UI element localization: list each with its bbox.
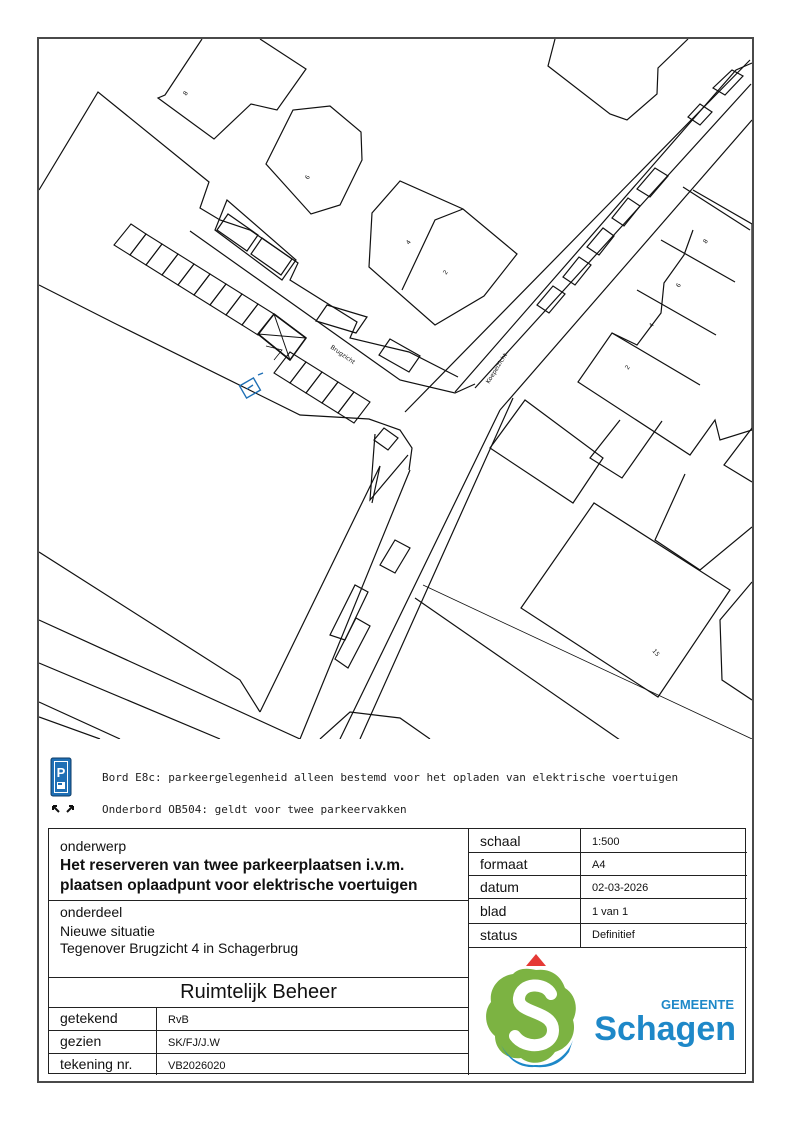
house-number: 15 — [650, 647, 661, 659]
row-label-getekend: getekend — [60, 1010, 118, 1026]
house-number: 6 — [674, 281, 683, 290]
buildings-right-row — [578, 190, 752, 455]
row-label-gezien: gezien — [60, 1033, 102, 1049]
two-arrows-subsign-icon — [50, 803, 76, 815]
onderdeel-line-2: Tegenover Brugzicht 4 in Schagerbrug — [60, 940, 299, 956]
house-number: 8 — [701, 237, 710, 246]
legend-sign-main — [50, 757, 679, 797]
row-value-gezien: SK/FJ/J.W — [168, 1037, 220, 1049]
logo-line-2: Schagen — [594, 1010, 736, 1048]
house-number: 2 — [441, 268, 450, 277]
logo-line-1: GEMEENTE — [661, 997, 734, 1012]
meta-value-datum: 02-03-2026 — [592, 882, 649, 894]
legend-text-main: Bord E8c: parkeergelegenheid alleen bestemd voor het opladen van elektrische voertuigen — [102, 770, 679, 784]
street-label-koepelzicht: Koepelzicht — [484, 352, 509, 386]
parking-bays-brugzicht — [114, 224, 370, 423]
meta-value-blad: 1 van 1 — [592, 906, 629, 918]
onderwerp-line-1: Het reserveren van twee parkeerplaatsen i.v.m. — [60, 857, 405, 874]
building-mid — [490, 400, 603, 503]
street-brugzicht-edge — [190, 231, 475, 393]
reserved-ev-bays — [258, 314, 306, 360]
ev-parking-sign-icon — [50, 757, 72, 797]
schagen-logo-emblem-icon — [469, 948, 746, 1074]
onderwerp-line-2: plaatsen oplaadpunt voor elektrische voertuigen — [60, 877, 418, 894]
ev-sign-map-icon — [240, 378, 261, 398]
onderwerp-label: onderwerp — [60, 838, 127, 854]
row-value-tekening-nr: VB2026020 — [168, 1060, 226, 1072]
row-label-tekening-nr: tekening nr. — [60, 1056, 133, 1072]
house-number: 4 — [404, 238, 413, 247]
meta-value-schaal: 1:500 — [592, 836, 620, 848]
street-koepelzicht-edge — [455, 63, 752, 392]
department-name: Ruimtelijk Beheer — [180, 981, 337, 1003]
house-number: 2 — [623, 363, 632, 372]
meta-value-formaat: A4 — [592, 859, 606, 871]
meta-label-datum: datum — [480, 879, 519, 895]
meta-label-formaat: formaat — [480, 856, 528, 872]
street-label-brugzicht: Brugzicht — [328, 343, 357, 366]
building-6 — [266, 106, 362, 214]
legend-sign-sub — [50, 802, 407, 816]
meta-label-schaal: schaal — [480, 833, 521, 849]
gemeente-schagen-logo — [469, 948, 746, 1074]
svg-text:P: P — [56, 765, 66, 780]
building-15 — [521, 503, 730, 697]
meta-value-status: Definitief — [592, 929, 635, 941]
onderdeel-label: onderdeel — [60, 904, 123, 920]
onderdeel-line-1: Nieuwe situatie — [60, 923, 155, 939]
house-number: 6 — [303, 173, 312, 182]
house-number: 4 — [647, 321, 656, 330]
legend-text-sub: Onderbord OB504: geldt voor twee parkeervakken — [102, 802, 407, 816]
building-8-top — [158, 39, 306, 139]
title-block — [48, 828, 746, 1074]
building-4-2 — [369, 181, 517, 325]
meta-label-status: status — [480, 927, 518, 943]
house-number: 8 — [181, 89, 190, 98]
building-block-left — [39, 89, 458, 377]
parking-bays-koepelzicht — [537, 70, 743, 313]
situation-map — [39, 39, 752, 739]
building-top-right — [548, 39, 688, 120]
row-value-getekend: RvB — [168, 1014, 189, 1026]
meta-label-blad: blad — [480, 903, 507, 919]
